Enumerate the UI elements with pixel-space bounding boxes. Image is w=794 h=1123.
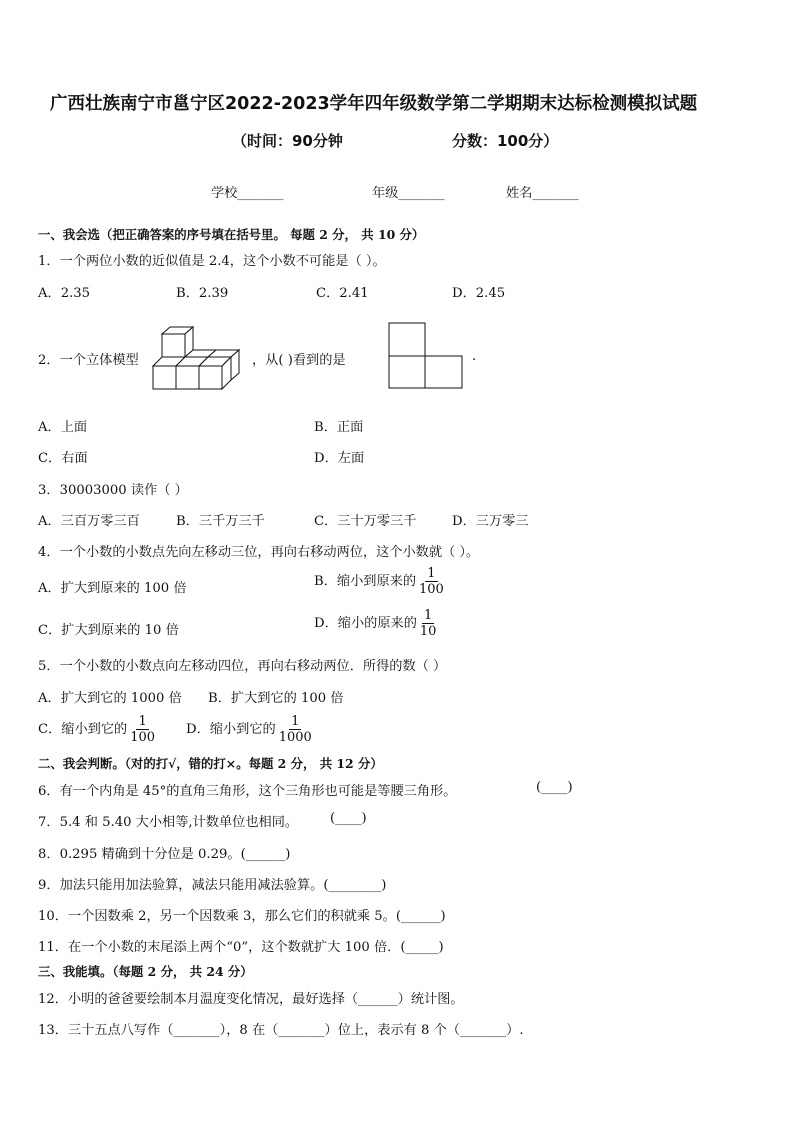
fraction-denominator: 10 [419,624,437,639]
question-5-option-a[interactable]: A．扩大到它的 1000 倍 [38,691,182,706]
question-6-answer-blank[interactable]: (____) [536,780,573,795]
question-4-option-d[interactable] [314,608,439,639]
question-12: 12．小明的爸爸要绘制本月温度变化情况，最好选择（______）统计图。 [38,992,464,1007]
fraction-denominator: 100 [419,582,444,597]
section-heading-2: 二、我会判断。（对的打√，错的打×。每题 2 分， 共 12 分） [38,756,383,771]
question-4-option-b[interactable] [314,566,447,597]
fraction-numerator: 1 [424,608,433,623]
fraction [277,714,314,745]
question-9: 9．加法只能用加法验算，减法只能用减法验算。(________) [38,878,387,893]
fraction-numerator: 1 [427,566,436,581]
exam-time: （时间：90分钟 [232,132,343,150]
question-2-option-d[interactable]: D．左面 [314,451,365,466]
fraction-denominator: 100 [130,730,156,745]
fraction [128,714,157,745]
question-4-stem: 4．一个小数的小数点先向左移动三位，再向右移动两位，这个小数就（ ）。 [38,545,480,560]
question-1-stem: 1．一个两位小数的近似值是 2.4，这个小数不可能是（ ）。 [38,254,386,269]
question-2-option-a[interactable]: A．上面 [38,420,88,435]
question-4-option-b-label: B．缩小到原来的 [314,574,417,589]
question-5-option-c-label: C．缩小到它的 [38,722,128,737]
question-6: 6．有一个内角是 45°的直角三角形，这个三角形也可能是等腰三角形。 [38,784,457,799]
question-3-stem: 3．30003000 读作（ ） [38,483,188,498]
question-5-option-c[interactable] [38,714,158,745]
question-5-option-d[interactable] [186,714,315,745]
exam-score: 分数：100分） [452,132,559,150]
question-2-option-c[interactable]: C．右面 [38,451,88,466]
name-field[interactable]: 姓名_______ [506,186,579,201]
question-2-stem-part1: 2．一个立体模型 [38,353,139,368]
question-2-option-b[interactable]: B．正面 [314,420,364,435]
question-7: 7．5.4 和 5.40 大小相等,计数单位也相同。 [38,815,299,830]
question-2-stem-part2: ，从( )看到的是 [252,353,346,368]
question-4-option-d-label: D．缩小的原来的 [314,616,417,631]
fraction [417,566,446,597]
question-5-option-b[interactable]: B．扩大到它的 100 倍 [208,691,344,706]
question-11: 11．在一个小数的末尾添上两个“0”，这个数就扩大 100 倍．(_____) [38,940,444,955]
question-2-stem-part3: . [472,349,477,364]
question-5-stem: 5．一个小数的小数点向左移动四位，再向右移动两位．所得的数（ ） [38,659,447,674]
section-heading-3: 三、我能填。（每题 2 分， 共 24 分） [38,964,253,979]
page-title: 广西壮族南宁市邕宁区2022-2023学年四年级数学第二学期期末达标检测模拟试题 [50,94,698,114]
fraction-numerator: 1 [138,714,147,729]
question-13: 13．三十五点八写作（_______），8 在（_______）位上，表示有 8 个（_______）. [38,1023,524,1038]
question-7-answer-blank[interactable]: (____) [330,811,367,826]
school-field[interactable]: 学校_______ [211,186,284,201]
question-1-option-b[interactable]: B．2.39 [176,286,229,301]
fraction-numerator: 1 [291,714,300,729]
section-heading-1: 一、我会选（把正确答案的序号填在括号里。 每题 2 分， 共 10 分） [38,227,425,242]
question-5-option-d-label: D．缩小到它的 [186,722,276,737]
question-3-option-a[interactable]: A．三百万零三百 [38,514,140,529]
grade-field[interactable]: 年级_______ [372,186,445,201]
question-1-option-d[interactable]: D．2.45 [452,286,506,301]
question-4-option-c[interactable]: C．扩大到原来的 10 倍 [38,623,179,638]
question-4-option-a[interactable]: A．扩大到原来的 100 倍 [38,581,187,596]
question-3-option-b[interactable]: B．三千万三千 [176,514,265,529]
cube-model-figure [150,324,245,392]
fraction-denominator: 1000 [278,730,312,745]
question-1-option-a[interactable]: A．2.35 [38,286,91,301]
view-shape-figure [388,322,464,390]
question-1-option-c[interactable]: C．2.41 [316,286,369,301]
question-10: 10．一个因数乘 2，另一个因数乘 3，那么它们的积就乘 5。(______) [38,909,446,924]
fraction [418,608,439,639]
question-8: 8．0.295 精确到十分位是 0.29。(______) [38,847,291,862]
question-3-option-c[interactable]: C．三十万零三千 [314,514,417,529]
question-3-option-d[interactable]: D．三万零三 [452,514,529,529]
